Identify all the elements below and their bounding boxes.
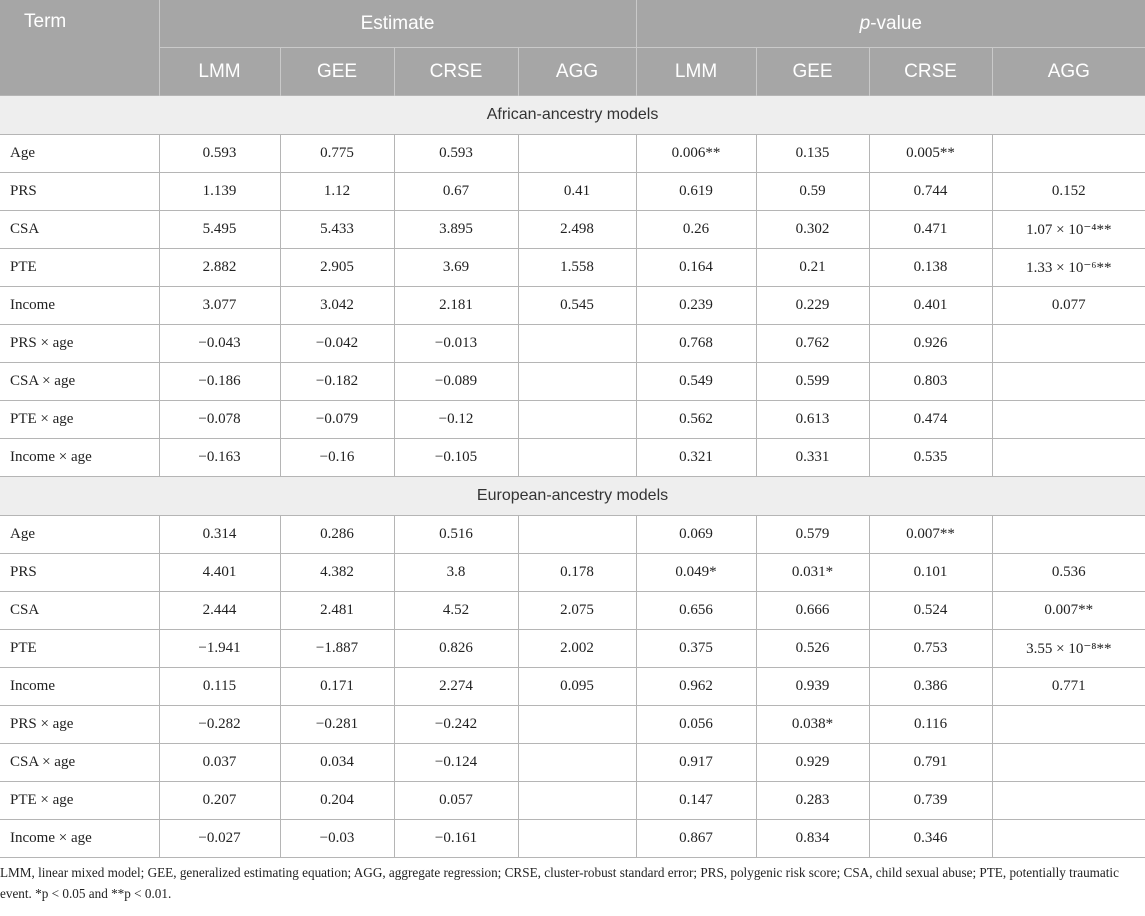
estimate-cell: 2.075	[518, 592, 636, 630]
table-row	[0, 630, 1145, 668]
pvalue-cell: 0.867	[636, 820, 756, 858]
estimate-cell: 3.8	[394, 554, 518, 592]
pvalue-cell: 0.834	[756, 820, 869, 858]
estimate-cell: −0.013	[394, 325, 518, 363]
estimate-cell: 0.826	[394, 630, 518, 668]
pvalue-cell: 0.962	[636, 668, 756, 706]
pvalue-cell: 0.386	[869, 668, 992, 706]
pvalue-cell: 0.26	[636, 211, 756, 249]
estimate-cell: −0.042	[280, 325, 394, 363]
pvalue-cell: 0.666	[756, 592, 869, 630]
subheader-pvalue-gee: GEE	[756, 48, 869, 96]
term-cell: Income	[0, 668, 159, 706]
pvalue-cell: 0.006**	[636, 135, 756, 173]
term-cell: PRS × age	[0, 325, 159, 363]
pvalue-cell: 0.346	[869, 820, 992, 858]
term-cell: PRS × age	[0, 706, 159, 744]
estimate-cell: 5.433	[280, 211, 394, 249]
pvalue-cell: 0.229	[756, 287, 869, 325]
pvalue-cell: 0.056	[636, 706, 756, 744]
pvalue-cell: 0.739	[869, 782, 992, 820]
subheader-pvalue-lmm: LMM	[636, 48, 756, 96]
pvalue-cell	[992, 820, 1145, 858]
estimate-cell: 0.593	[159, 135, 280, 173]
table-row	[0, 744, 1145, 782]
pvalue-cell: 0.535	[869, 439, 992, 477]
table-row	[0, 820, 1145, 858]
pvalue-cell	[992, 706, 1145, 744]
pvalue-cell: 0.771	[992, 668, 1145, 706]
term-cell: CSA	[0, 211, 159, 249]
subheader-estimate-lmm: LMM	[159, 48, 280, 96]
table-row	[0, 173, 1145, 211]
pvalue-cell: 0.375	[636, 630, 756, 668]
term-cell: CSA × age	[0, 363, 159, 401]
table-row	[0, 554, 1145, 592]
pvalue-cell	[992, 439, 1145, 477]
estimate-cell: 0.037	[159, 744, 280, 782]
pvalue-cell: 0.152	[992, 173, 1145, 211]
pvalue-group-header	[636, 0, 1145, 48]
table-row	[0, 211, 1145, 249]
subheader-pvalue-crse: CRSE	[869, 48, 992, 96]
estimate-cell: −0.043	[159, 325, 280, 363]
pvalue-cell	[992, 363, 1145, 401]
pvalue-cell: 0.283	[756, 782, 869, 820]
estimate-cell: 2.444	[159, 592, 280, 630]
pvalue-cell: 0.59	[756, 173, 869, 211]
pvalue-cell: 0.917	[636, 744, 756, 782]
table-row	[0, 363, 1145, 401]
estimate-cell: 0.171	[280, 668, 394, 706]
pvalue-cell: 0.239	[636, 287, 756, 325]
estimate-cell: 0.593	[394, 135, 518, 173]
estimate-cell: 2.274	[394, 668, 518, 706]
estimate-cell: 0.286	[280, 516, 394, 554]
pvalue-cell: 0.069	[636, 516, 756, 554]
pvalue-cell	[992, 516, 1145, 554]
estimate-cell: −0.027	[159, 820, 280, 858]
estimate-cell: −1.887	[280, 630, 394, 668]
estimate-cell: −0.282	[159, 706, 280, 744]
pvalue-cell: 0.031*	[756, 554, 869, 592]
term-cell: Income	[0, 287, 159, 325]
estimate-cell: −0.281	[280, 706, 394, 744]
subheader-estimate-crse: CRSE	[394, 48, 518, 96]
estimate-cell: 3.042	[280, 287, 394, 325]
estimate-cell: −0.186	[159, 363, 280, 401]
estimate-cell	[518, 325, 636, 363]
pvalue-cell	[992, 401, 1145, 439]
pvalue-cell: 0.526	[756, 630, 869, 668]
subheader-estimate-agg: AGG	[518, 48, 636, 96]
estimate-cell: 0.057	[394, 782, 518, 820]
estimate-cell: −0.078	[159, 401, 280, 439]
table-row	[0, 706, 1145, 744]
pvalue-cell: 0.613	[756, 401, 869, 439]
pvalue-cell: 0.753	[869, 630, 992, 668]
estimate-cell: 2.882	[159, 249, 280, 287]
pvalue-cell: 3.55 × 10⁻⁸**	[992, 630, 1145, 668]
estimate-cell: 0.41	[518, 173, 636, 211]
estimate-cell	[518, 516, 636, 554]
estimate-cell	[518, 439, 636, 477]
pvalue-cell: 0.599	[756, 363, 869, 401]
estimate-cell: −1.941	[159, 630, 280, 668]
estimate-cell: 2.181	[394, 287, 518, 325]
pvalue-cell: 0.579	[756, 516, 869, 554]
estimate-cell: 0.178	[518, 554, 636, 592]
estimate-cell: 2.481	[280, 592, 394, 630]
pvalue-cell: 0.926	[869, 325, 992, 363]
table-row	[0, 516, 1145, 554]
pvalue-cell: 0.101	[869, 554, 992, 592]
estimate-cell	[518, 401, 636, 439]
term-cell: PRS	[0, 554, 159, 592]
pvalue-cell: 0.549	[636, 363, 756, 401]
pvalue-cell: 0.524	[869, 592, 992, 630]
estimate-cell: 0.516	[394, 516, 518, 554]
pvalue-cell	[992, 782, 1145, 820]
pvalue-cell: 0.005**	[869, 135, 992, 173]
pvalue-cell: 0.803	[869, 363, 992, 401]
pvalue-cell: 1.33 × 10⁻⁶**	[992, 249, 1145, 287]
estimate-cell: −0.16	[280, 439, 394, 477]
estimate-cell: −0.079	[280, 401, 394, 439]
table-row	[0, 439, 1145, 477]
pvalue-cell: 0.656	[636, 592, 756, 630]
term-cell: CSA × age	[0, 744, 159, 782]
estimate-cell: −0.03	[280, 820, 394, 858]
estimate-cell: 0.67	[394, 173, 518, 211]
term-cell: Age	[0, 516, 159, 554]
table-row	[0, 135, 1145, 173]
table-row	[0, 325, 1145, 363]
pvalue-cell: 0.768	[636, 325, 756, 363]
estimate-cell	[518, 135, 636, 173]
table-row	[0, 401, 1145, 439]
estimate-cell	[518, 820, 636, 858]
pvalue-header-italic-p: p	[859, 12, 871, 34]
pvalue-cell: 0.474	[869, 401, 992, 439]
estimate-cell: 1.12	[280, 173, 394, 211]
term-cell: Income × age	[0, 820, 159, 858]
section-title: European-ancestry models	[0, 477, 1145, 516]
pvalue-cell: 0.302	[756, 211, 869, 249]
section-header-row	[0, 96, 1145, 135]
pvalue-cell: 0.138	[869, 249, 992, 287]
pvalue-cell: 1.07 × 10⁻⁴**	[992, 211, 1145, 249]
estimate-cell: −0.105	[394, 439, 518, 477]
estimate-cell: 0.545	[518, 287, 636, 325]
estimate-cell	[518, 706, 636, 744]
estimate-cell: 0.034	[280, 744, 394, 782]
pvalue-cell: 0.135	[756, 135, 869, 173]
pvalue-cell	[992, 135, 1145, 173]
estimate-cell: 1.139	[159, 173, 280, 211]
term-cell: PTE	[0, 249, 159, 287]
pvalue-cell: 0.791	[869, 744, 992, 782]
pvalue-cell: 0.038*	[756, 706, 869, 744]
estimate-cell: −0.182	[280, 363, 394, 401]
pvalue-cell: 0.619	[636, 173, 756, 211]
estimate-cell	[518, 363, 636, 401]
estimate-cell: 3.895	[394, 211, 518, 249]
term-cell: Income × age	[0, 439, 159, 477]
estimate-cell: −0.161	[394, 820, 518, 858]
table-row	[0, 668, 1145, 706]
pvalue-cell: 0.21	[756, 249, 869, 287]
pvalue-cell: 0.562	[636, 401, 756, 439]
estimate-cell: −0.089	[394, 363, 518, 401]
pvalue-cell: 0.939	[756, 668, 869, 706]
estimate-cell	[518, 744, 636, 782]
pvalue-cell: 0.049*	[636, 554, 756, 592]
table-row	[0, 249, 1145, 287]
pvalue-cell: 0.744	[869, 173, 992, 211]
term-cell: PRS	[0, 173, 159, 211]
pvalue-cell: 0.929	[756, 744, 869, 782]
term-cell: PTE × age	[0, 782, 159, 820]
table-row	[0, 782, 1145, 820]
table-row	[0, 592, 1145, 630]
estimate-cell: 0.775	[280, 135, 394, 173]
estimate-cell: 2.498	[518, 211, 636, 249]
estimate-cell: 0.095	[518, 668, 636, 706]
pvalue-cell: 0.536	[992, 554, 1145, 592]
table-footnote: LMM, linear mixed model; GEE, generalized estimating equation; AGG, aggregate regression; CRSE, cluster-robust standard error; PRS, polygenic risk score; CSA, child sexual abuse; PTE, potentially traumatic event. *p < 0.05 and **p < 0.01.	[0, 865, 1119, 901]
table-body	[0, 96, 1145, 858]
estimate-cell: 4.401	[159, 554, 280, 592]
estimate-cell: 0.314	[159, 516, 280, 554]
pvalue-cell	[992, 744, 1145, 782]
pvalue-cell: 0.321	[636, 439, 756, 477]
pvalue-cell: 0.164	[636, 249, 756, 287]
pvalue-cell: 0.116	[869, 706, 992, 744]
term-cell: PTE × age	[0, 401, 159, 439]
estimate-cell: 3.077	[159, 287, 280, 325]
estimate-cell: 5.495	[159, 211, 280, 249]
table-row	[0, 287, 1145, 325]
pvalue-cell: 0.077	[992, 287, 1145, 325]
estimate-cell: 1.558	[518, 249, 636, 287]
estimate-cell: 2.002	[518, 630, 636, 668]
pvalue-cell: 0.007**	[992, 592, 1145, 630]
estimate-cell: 4.52	[394, 592, 518, 630]
estimate-group-header: Estimate	[159, 0, 636, 48]
pvalue-cell: 0.471	[869, 211, 992, 249]
pvalue-cell: 0.331	[756, 439, 869, 477]
pvalue-cell	[992, 325, 1145, 363]
estimate-cell: −0.242	[394, 706, 518, 744]
table-header	[0, 0, 1145, 96]
estimate-cell: 0.115	[159, 668, 280, 706]
pvalue-cell: 0.007**	[869, 516, 992, 554]
estimate-cell	[518, 782, 636, 820]
estimate-cell: 2.905	[280, 249, 394, 287]
term-cell: PTE	[0, 630, 159, 668]
estimate-cell: −0.124	[394, 744, 518, 782]
subheader-estimate-gee: GEE	[280, 48, 394, 96]
estimate-cell: −0.163	[159, 439, 280, 477]
subheader-pvalue-agg: AGG	[992, 48, 1145, 96]
term-cell: CSA	[0, 592, 159, 630]
estimate-cell: 3.69	[394, 249, 518, 287]
pvalue-header-suffix: -value	[870, 12, 922, 34]
pvalue-cell: 0.762	[756, 325, 869, 363]
section-title: African-ancestry models	[0, 96, 1145, 135]
term-column-header: Term	[0, 0, 159, 96]
estimate-cell: 4.382	[280, 554, 394, 592]
term-cell: Age	[0, 135, 159, 173]
pvalue-cell: 0.147	[636, 782, 756, 820]
estimate-cell: 0.204	[280, 782, 394, 820]
estimate-cell: −0.12	[394, 401, 518, 439]
pvalue-cell: 0.401	[869, 287, 992, 325]
estimate-cell: 0.207	[159, 782, 280, 820]
section-header-row	[0, 477, 1145, 516]
